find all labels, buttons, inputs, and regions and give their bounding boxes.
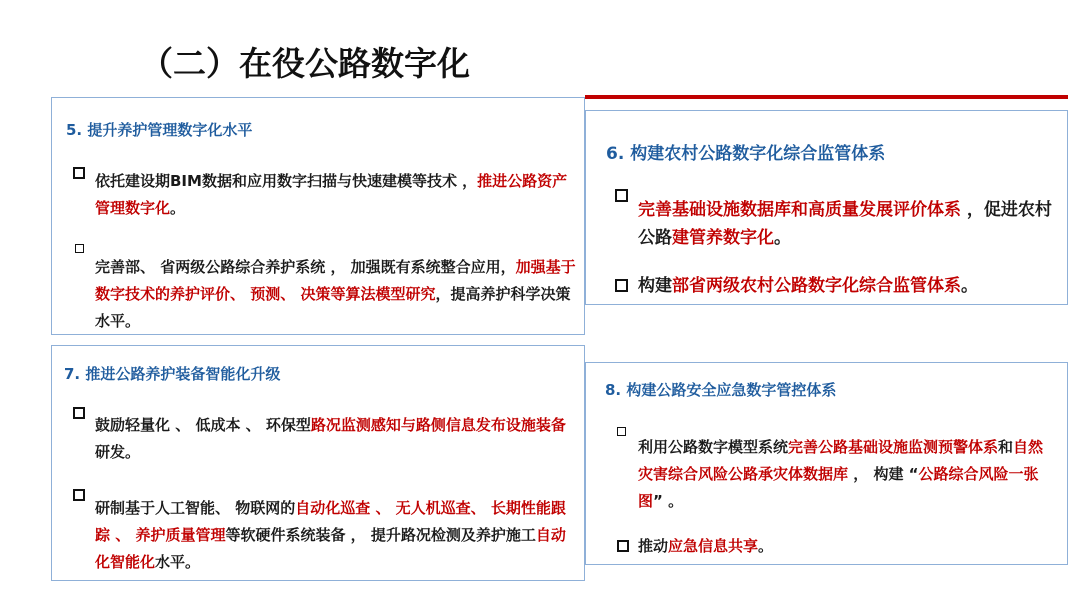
section-7-item-2: 研制基于人工智能、 物联网的自动化巡查 、 无人机巡查、 长期性能跟踪 、 养护质量管理等软硬件系统装备 ， 提升路况检测及养护施工自动化智能化水平。 [95,499,566,571]
section-7-box [51,345,585,581]
section-7-heading: 7. 推进公路养护装备智能化升级 [64,365,281,383]
section-8-box [585,362,1068,565]
bullet-icon [75,244,84,253]
section-6-box [585,110,1068,305]
bullet-icon [73,167,85,179]
title-divider [585,95,1068,99]
section-5-item-2: 完善部、 省两级公路综合养护系统 ， 加强既有系统整合应用，加强基于数字技术的养护评价、 预测、 决策等算法模型研究，提高养护科学决策水平。 [95,258,576,330]
bullet-icon [73,489,85,501]
section-6-item-1: 完善基础设施数据库和高质量发展评价体系 ，促进农村公路建管养数字化。 [638,200,1052,248]
section-5-item-1: 依托建设期BIM数据和应用数字扫描与快速建模等技术 ，推进公路资产管理数字化。 [95,172,568,217]
section-8-heading: 8. 构建公路安全应急数字管控体系 [605,381,837,399]
section-7-item-1: 鼓励轻量化 、 低成本 、 环保型路况监测感知与路侧信息发布设施装备研发。 [95,416,566,461]
section-8-item-1: 利用公路数字模型系统完善公路基础设施监测预警体系和自然灾害综合风险公路承灾体数据库 ， 构建 “公路综合风险一张图” 。 [638,438,1044,510]
section-5-heading: 5. 提升养护管理数字化水平 [66,121,253,139]
bullet-icon [617,540,629,552]
bullet-icon [73,407,85,419]
bullet-icon [617,427,626,436]
page-title: （二）在役公路数字化 [140,44,470,83]
bullet-icon [615,189,628,202]
bullet-icon [615,279,628,292]
section-8-item-2: 推动应急信息共享。 [638,537,774,555]
section-6-heading: 6. 构建农村公路数字化综合监管体系 [606,144,886,164]
section-5-box [51,97,585,335]
section-6-item-2: 构建部省两级农村公路数字化综合监管体系。 [638,276,978,296]
